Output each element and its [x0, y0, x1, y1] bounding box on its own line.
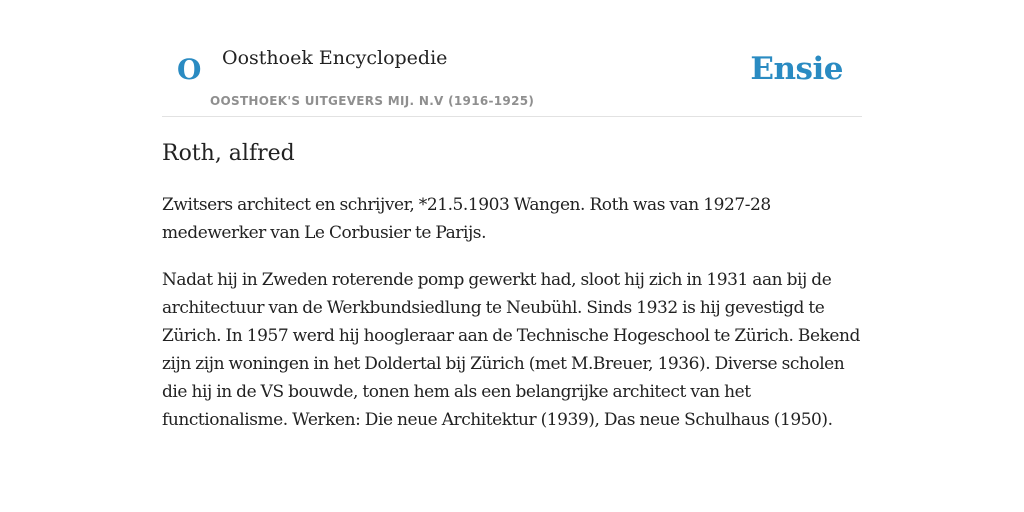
encyclopedia-title[interactable]: Oosthoek Encyclopedie — [222, 47, 448, 69]
page-header — [162, 0, 862, 117]
article — [162, 137, 862, 434]
article-paragraph: Zwitsers architect en schrijver, *21.5.1903 Wangen. Roth was van 1927-28 medewerker van Le Corbusier te Parijs. — [162, 195, 771, 243]
publisher-label: OOSTHOEK'S UITGEVERS MIJ. N.V (1916-1925) — [210, 94, 535, 108]
encyclopedia-logo-icon[interactable]: O — [177, 53, 202, 86]
article-paragraph: Nadat hij in Zweden roterende pomp gewerkt had, sloot hij zich in 1931 aan bij de architectuur van de Werkbundsiedlung te Neubühl. Sinds 1932 is hij gevestigd te Zürich. In 1957 werd hij hoogleraar aan de Technische Hogeschool te Zürich. Bekend zijn zijn woningen in het Doldertal bij Zürich (met M.Breuer, 1936). Diverse scholen die hij in de VS bouwde, tonen hem als een belangrijke architect van het functionalisme. Werken: Die neue Architektur (1939), Das neue Schulhaus (1950). — [162, 270, 860, 430]
ensie-brand-logo[interactable]: Ensie — [750, 51, 843, 87]
article-headword: Roth, alfred — [162, 141, 295, 166]
